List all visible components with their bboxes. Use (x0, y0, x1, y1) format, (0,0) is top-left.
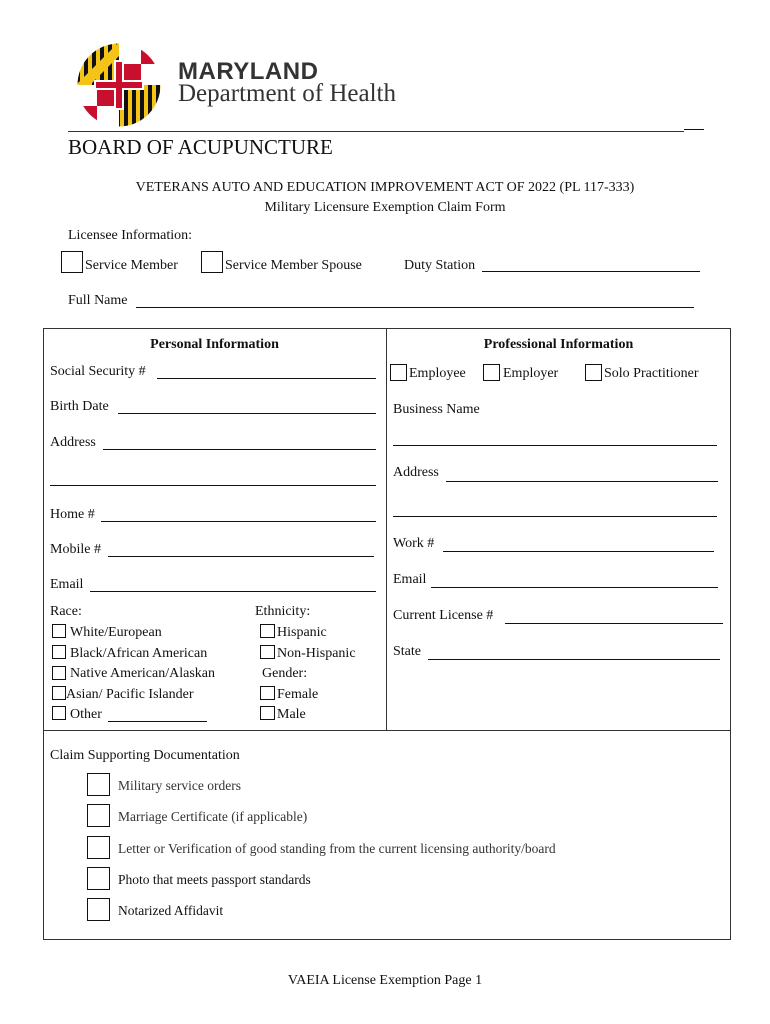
race-asian-checkbox[interactable] (52, 686, 66, 700)
gender-male-checkbox[interactable] (260, 706, 275, 720)
email-label: Email (50, 577, 84, 592)
current-license-field[interactable] (505, 623, 723, 624)
employee-label: Employee (409, 366, 466, 381)
birth-date-field[interactable] (118, 413, 376, 414)
doc-passport-photo-checkbox[interactable] (87, 867, 110, 890)
personal-info-heading: Personal Information (150, 337, 279, 352)
ethnicity-nonhispanic-label: Non-Hispanic (277, 646, 356, 661)
race-white-label: White/European (70, 625, 162, 640)
doc-notarized-affidavit-label: Notarized Affidavit (118, 903, 224, 918)
race-black-label: Black/African American (70, 646, 208, 661)
business-name-field[interactable] (393, 445, 717, 446)
business-email-field[interactable] (431, 587, 718, 588)
race-other-field[interactable] (108, 721, 207, 722)
state-label: State (393, 644, 421, 659)
gender-female-label: Female (277, 687, 319, 702)
ethnicity-label: Ethnicity: (255, 604, 311, 619)
full-name-field[interactable] (136, 307, 694, 308)
service-member-checkbox[interactable] (61, 251, 83, 273)
home-phone-field[interactable] (101, 521, 376, 522)
race-native-checkbox[interactable] (52, 666, 66, 680)
header-rule-tail (684, 129, 704, 130)
licensee-heading: Licensee Information: (68, 228, 193, 243)
doc-good-standing-checkbox[interactable] (87, 836, 110, 859)
race-native-label: Native American/Alaskan (70, 666, 216, 681)
table-column-divider (386, 328, 387, 730)
header-rule (68, 131, 684, 132)
current-license-label: Current License # (393, 608, 494, 623)
duty-station-label: Duty Station (404, 258, 476, 273)
business-address-label: Address (393, 465, 439, 480)
home-phone-label: Home # (50, 507, 95, 522)
business-address-field-2[interactable] (393, 516, 717, 517)
race-other-label: Other (70, 707, 102, 722)
race-white-checkbox[interactable] (52, 624, 66, 638)
business-name-label: Business Name (393, 402, 480, 417)
ssn-field[interactable] (157, 378, 376, 379)
birth-date-label: Birth Date (50, 399, 109, 414)
work-phone-label: Work # (393, 536, 435, 551)
service-member-spouse-label: Service Member Spouse (225, 258, 362, 273)
service-member-label: Service Member (85, 258, 178, 273)
gender-label: Gender: (262, 666, 308, 681)
employee-checkbox[interactable] (390, 364, 407, 381)
race-label: Race: (50, 604, 82, 619)
gender-male-label: Male (277, 707, 306, 722)
race-asian-label: Asian/ Pacific Islander (66, 687, 194, 702)
full-name-label: Full Name (68, 293, 128, 308)
ethnicity-hispanic-checkbox[interactable] (260, 624, 275, 638)
address-label: Address (50, 435, 96, 450)
doc-marriage-certificate-checkbox[interactable] (87, 804, 110, 827)
address-field-1[interactable] (103, 449, 376, 450)
gender-female-checkbox[interactable] (260, 686, 275, 700)
employer-checkbox[interactable] (483, 364, 500, 381)
ethnicity-hispanic-label: Hispanic (277, 625, 327, 640)
documentation-heading: Claim Supporting Documentation (50, 748, 240, 763)
doc-military-orders-label: Military service orders (118, 778, 241, 793)
doc-military-orders-checkbox[interactable] (87, 773, 110, 796)
ethnicity-nonhispanic-checkbox[interactable] (260, 645, 275, 659)
service-member-spouse-checkbox[interactable] (201, 251, 223, 273)
logo-line-department: Department of Health (178, 80, 396, 107)
solo-practitioner-label: Solo Practitioner (604, 366, 699, 381)
mobile-phone-label: Mobile # (50, 542, 101, 557)
address-field-2[interactable] (50, 485, 376, 486)
mobile-phone-field[interactable] (108, 556, 374, 557)
board-title: BOARD OF ACUPUNCTURE (68, 135, 333, 159)
business-address-field-1[interactable] (446, 481, 718, 482)
form-title: Military Licensure Exemption Claim Form (264, 200, 506, 215)
table-row-divider (43, 730, 731, 731)
work-phone-field[interactable] (443, 551, 714, 552)
business-email-label: Email (393, 572, 427, 587)
act-title: VETERANS AUTO AND EDUCATION IMPROVEMENT ACT OF 2022 (PL 117-333) (135, 180, 635, 195)
solo-practitioner-checkbox[interactable] (585, 364, 602, 381)
doc-notarized-affidavit-checkbox[interactable] (87, 898, 110, 921)
doc-good-standing-label: Letter or Verification of good standing from the current licensing authority/board (118, 841, 556, 856)
logo-line-maryland: MARYLAND (178, 58, 319, 85)
race-other-checkbox[interactable] (52, 706, 66, 720)
doc-passport-photo-label: Photo that meets passport standards (118, 872, 311, 887)
state-field[interactable] (428, 659, 720, 660)
professional-info-heading: Professional Information (483, 337, 634, 352)
maryland-seal-logo (76, 42, 162, 128)
ssn-label: Social Security # (50, 364, 146, 379)
employer-label: Employer (503, 366, 559, 381)
page-footer: VAEIA License Exemption Page 1 (287, 973, 483, 988)
duty-station-field[interactable] (482, 271, 700, 272)
race-black-checkbox[interactable] (52, 645, 66, 659)
email-field[interactable] (90, 591, 376, 592)
doc-marriage-certificate-label: Marriage Certificate (if applicable) (118, 809, 308, 824)
